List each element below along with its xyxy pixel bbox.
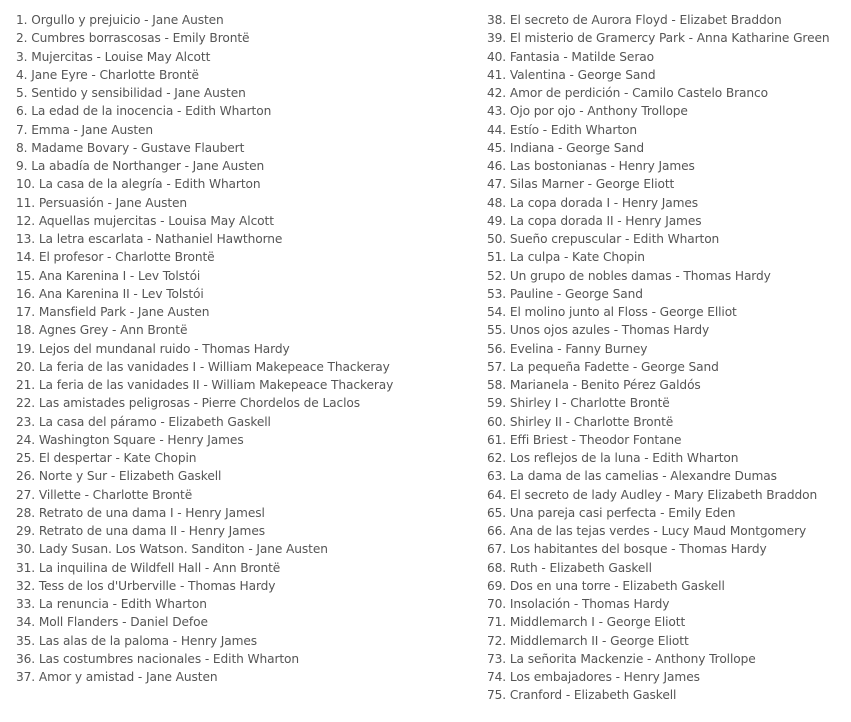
book-list-item: 52. Un grupo de nobles damas - Thomas Hardy [487,268,771,283]
book-list-item: 25. El despertar - Kate Chopin [16,451,197,465]
book-list-item: 11. Persuasión - Jane Austen [16,195,188,210]
book-list-item: 41. Valentina - George Sand [487,67,656,82]
book-list-item: 3. Mujercitas - Louise May Alcott [16,49,211,64]
book-list-item: 22. Las amistades peligrosas - Pierre Chordelos de Laclos [16,396,360,411]
book-list-item: 23. La casa del páramo - Elizabeth Gaskell [16,414,271,429]
book-list-item: 42. Amor de perdición - Camilo Castelo Branco [487,86,768,100]
book-list-item: 60. Shirley II - Charlotte Brontë [487,414,674,429]
book-list-item: 30. Lady Susan. Los Watson. Sanditon - Jane Austen [16,542,328,557]
book-list-item: 7. Emma - Jane Austen [16,122,154,137]
book-list-item: 51. La culpa - Kate Chopin [487,250,645,265]
book-list-item: 58. Marianela - Benito Pérez Galdós [487,378,701,392]
book-list-item: 73. La señorita Mackenzie - Anthony Trollope [487,651,756,666]
book-list-item: 37. Amor y amistad - Jane Austen [16,670,218,684]
book-list-item: 44. Estío - Edith Wharton [487,122,637,137]
book-list-item: 74. Los embajadores - Henry James [487,670,700,684]
book-list-item: 36. Las costumbres nacionales - Edith Wharton [16,651,300,666]
book-list-item: 66. Ana de las tejas verdes - Lucy Maud Montgomery [487,524,807,538]
book-list-item: 17. Mansfield Park - Jane Austen [16,305,210,319]
book-list-item: 45. Indiana - George Sand [487,140,644,155]
book-list-item: 16. Ana Karenina II - Lev Tolstói [16,286,204,301]
book-list-item: 65. Una pareja casi perfecta - Emily Eden [487,505,736,520]
book-list-item: 6. La edad de la inocencia - Edith Wharton [16,104,272,119]
book-list-item: 19. Lejos del mundanal ruido - Thomas Hardy [16,341,290,356]
book-list-item: 64. El secreto de lady Audley - Mary Elizabeth Braddon [487,487,818,502]
book-list-item: 34. Moll Flanders - Daniel Defoe [16,615,208,630]
book-list-item: 46. Las bostonianas - Henry James [487,159,695,173]
book-list-item: 63. La dama de las camelias - Alexandre Dumas [487,469,777,484]
book-list-item: 38. El secreto de Aurora Floyd - Elizabet Braddon [487,13,782,27]
book-list-item: 62. Los reflejos de la luna - Edith Wharton [487,451,739,465]
book-list-item: 28. Retrato de una dama I - Henry Jamesl [16,505,265,520]
book-list-item: 18. Agnes Grey - Ann Brontë [16,323,188,338]
book-list-item: 10. La casa de la alegría - Edith Wharton [16,177,261,192]
book-list-item: 26. Norte y Sur - Elizabeth Gaskell [16,469,222,484]
book-list-item: 40. Fantasia - Matilde Serao [487,49,654,64]
book-list-right-column [487,11,830,705]
book-list-item: 55. Unos ojos azules - Thomas Hardy [487,323,710,338]
book-list-item: 70. Insolación - Thomas Hardy [487,597,670,611]
book-list-item: 33. La renuncia - Edith Wharton [16,597,207,611]
book-list-item: 59. Shirley I - Charlotte Brontë [487,396,670,411]
book-list-item: 12. Aquellas mujercitas - Louisa May Alcott [16,213,274,228]
book-list-item: 39. El misterio de Gramercy Park - Anna Katharine Green [487,31,830,46]
book-list-item: 50. Sueño crepuscular - Edith Wharton [487,232,720,246]
book-list-item: 21. La feria de las vanidades II - William Makepeace Thackeray [16,378,394,392]
book-list-item: 14. El profesor - Charlotte Brontë [16,250,215,265]
book-list-item: 61. Effi Briest - Theodor Fontane [487,432,682,447]
book-list-item: 32. Tess de los d'Urberville - Thomas Hardy [16,578,276,593]
book-list-item: 68. Ruth - Elizabeth Gaskell [487,560,652,575]
book-list-item: 5. Sentido y sensibilidad - Jane Austen [16,86,246,100]
book-list-item: 27. Villette - Charlotte Brontë [16,487,193,502]
book-list-item: 69. Dos en una torre - Elizabeth Gaskell [487,578,725,593]
book-list-item: 13. La letra escarlata - Nathaniel Hawthorne [16,232,283,246]
book-list-item: 29. Retrato de una dama II - Henry James [16,524,265,538]
book-list-item: 71. Middlemarch I - George Eliott [487,615,686,630]
book-list-item: 2. Cumbres borrascosas - Emily Brontë [16,31,250,46]
book-list-left-column [16,11,393,686]
book-list-item: 20. La feria de las vanidades I - William Makepeace Thackeray [16,359,390,374]
book-list-item: 47. Silas Marner - George Eliott [487,177,675,192]
book-list-item: 56. Evelina - Fanny Burney [487,341,648,356]
book-list-item: 57. La pequeña Fadette - George Sand [487,359,719,374]
book-list-item: 1. Orgullo y prejuicio - Jane Austen [16,13,224,27]
book-list-item: 67. Los habitantes del bosque - Thomas Hardy [487,542,767,557]
book-list-item: 31. La inquilina de Wildfell Hall - Ann Brontë [16,560,281,575]
book-list-item: 49. La copa dorada II - Henry James [487,213,702,228]
book-list-item: 53. Pauline - George Sand [487,286,643,301]
book-list-item: 48. La copa dorada I - Henry James [487,195,698,210]
book-list-item: 35. Las alas de la paloma - Henry James [16,633,258,648]
book-list-item: 15. Ana Karenina I - Lev Tolstói [16,268,201,283]
book-list-item: 4. Jane Eyre - Charlotte Brontë [16,67,199,82]
book-list-item: 75. Cranford - Elizabeth Gaskell [487,688,677,703]
book-list-item: 72. Middlemarch II - George Eliott [487,633,689,648]
book-list-item: 54. El molino junto al Floss - George Elliot [487,305,737,319]
book-list-item: 9. La abadía de Northanger - Jane Austen [16,159,265,173]
book-list-item: 8. Madame Bovary - Gustave Flaubert [16,140,245,155]
book-list-item: 24. Washington Square - Henry James [16,432,244,447]
book-list-item: 43. Ojo por ojo - Anthony Trollope [487,104,688,119]
